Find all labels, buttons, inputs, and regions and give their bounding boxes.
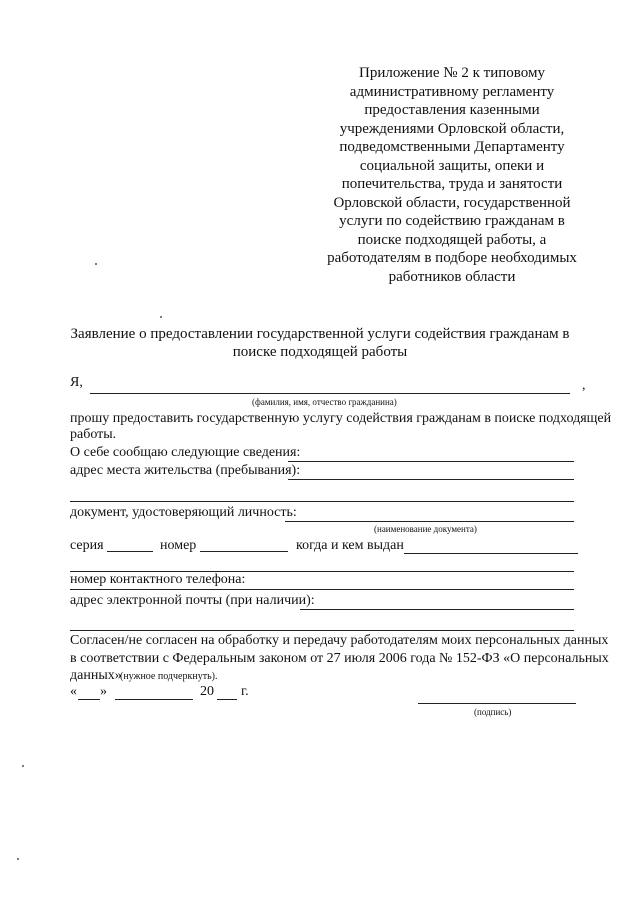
header-line: Орловской области, государственной — [333, 194, 571, 211]
issued-field-line[interactable] — [404, 553, 578, 554]
email-field-line-2[interactable] — [70, 630, 574, 631]
appendix-header — [312, 64, 592, 286]
header-line: социальной защиты, опеки и — [359, 157, 545, 174]
address-label: адрес места жительства (пребывания): — [70, 463, 301, 478]
scan-speck — [160, 316, 162, 318]
header-line: услуги по содействию гражданам в — [339, 213, 565, 229]
header-line: работников области — [388, 268, 516, 285]
date-year-prefix: 20 — [200, 684, 214, 699]
phone-label: номер контактного телефона: — [70, 572, 246, 587]
date-year-field-line[interactable] — [217, 699, 237, 700]
document-hint: (наименование документа) — [374, 524, 477, 534]
date-month-field-line[interactable] — [115, 699, 193, 700]
number-label: номер — [160, 538, 197, 553]
date-quote-close: » — [100, 684, 107, 699]
phone-field-line[interactable] — [70, 589, 574, 590]
series-field-line[interactable] — [107, 551, 153, 552]
email-label: адрес электронной почты (при наличии): — [70, 593, 315, 608]
signature-field-line[interactable] — [418, 703, 576, 704]
header-line: работодателям в подборе необходимых — [327, 250, 577, 266]
header-line: Приложение № 2 к типовому — [359, 65, 545, 81]
form-title-line-2: поиске подходящей работы — [232, 344, 408, 360]
request-text-line-2: работы. — [70, 427, 117, 442]
address-field-line[interactable] — [288, 479, 574, 480]
signature-hint: (подпись) — [474, 707, 512, 717]
scan-speck — [95, 263, 97, 265]
fio-field-line[interactable] — [90, 393, 570, 394]
about-field-line[interactable] — [288, 461, 574, 462]
address-field-line-2[interactable] — [70, 501, 574, 502]
header-line: поиске подходящей работы, а — [357, 231, 547, 248]
date-day-field-line[interactable] — [78, 699, 100, 700]
document-field-line[interactable] — [285, 521, 574, 522]
header-line: попечительства, труда и занятости — [341, 176, 563, 192]
scan-speck — [22, 765, 24, 767]
consent-line-1: Согласен/не согласен на обработку и передачу работодателям моих персональных данных — [70, 633, 609, 648]
document-label: документ, удостоверяющий личность: — [70, 505, 297, 520]
form-title-line-1: Заявление о предоставлении государственной услуги содействия гражданам в — [70, 326, 570, 342]
about-label: О себе сообщаю следующие сведения: — [70, 445, 301, 460]
series-label: серия — [70, 538, 104, 553]
header-line: административному регламенту — [349, 83, 555, 100]
number-field-line[interactable] — [200, 551, 288, 552]
comma-mark: , — [582, 378, 586, 393]
header-line: предоставления казенными — [364, 102, 540, 118]
email-field-line[interactable] — [300, 609, 574, 610]
header-line: учреждениями Орловской области, — [339, 120, 565, 137]
scan-speck — [17, 858, 19, 860]
fio-hint: (фамилия, имя, отчество гражданина) — [252, 397, 397, 407]
consent-hint: (нужное подчеркнуть). — [120, 671, 218, 682]
request-text-line-1: прошу предоставить государственную услугу содействия гражданам в поиске подходящей — [70, 411, 612, 426]
date-quote-open: « — [70, 684, 77, 699]
consent-line-2: в соответствии с Федеральным законом от 27 июля 2006 года № 152-ФЗ «О персональных — [70, 651, 609, 666]
date-year-suffix: г. — [241, 684, 249, 699]
consent-line-3: данных» — [70, 668, 122, 683]
issued-label: когда и кем выдан — [296, 538, 404, 553]
header-line: подведомственными Департаменту — [339, 139, 565, 155]
ya-label: Я, — [70, 375, 83, 390]
